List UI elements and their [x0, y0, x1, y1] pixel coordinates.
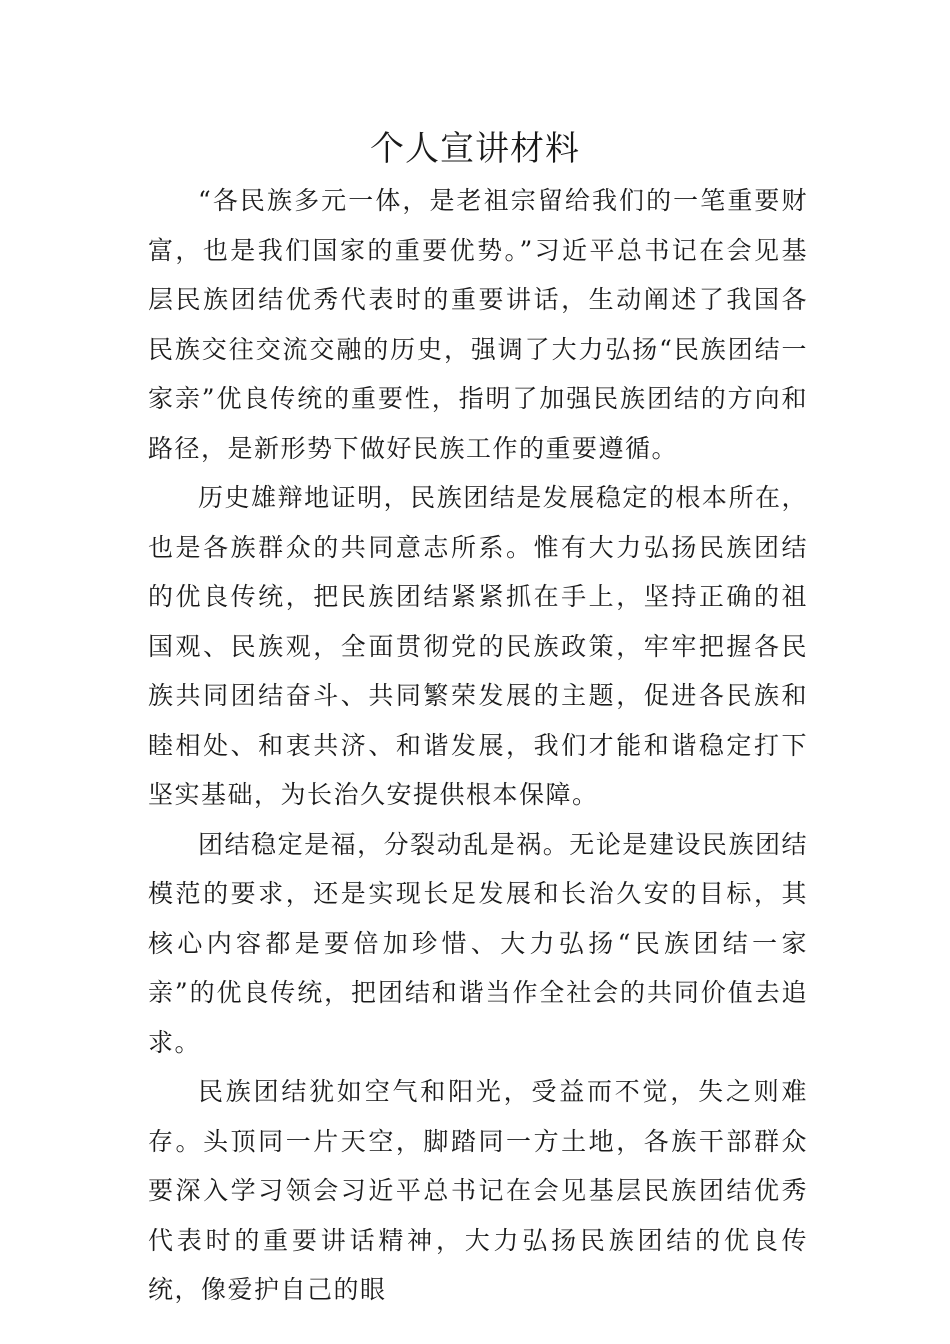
document-title: 个人宣讲材料: [370, 129, 580, 169]
paragraph-1: “各民族多元一体，是老祖宗留给我们的一笔重要财富，也是我们国家的重要优势。”习近平总书记在会见基层民族团结优秀代表时的重要讲话，生动阐述了我国各民族交往交流交融的历史，强调了大力弘扬“民族团结一家亲”优良传统的重要性，指明了加强民族团结的方向和路径，是新形势下做好民族工作的重要遵循。: [148, 186, 808, 463]
document-body: [148, 176, 808, 1315]
paragraph-3: 团结稳定是福，分裂动乱是祸。无论是建设民族团结模范的要求，还是实现长足发展和长治久安的目标，其核心内容都是要倍加珍惜、大力弘扬“民族团结一家亲”的优良传统，把团结和谐当作全社会的共同价值去追求。: [148, 829, 808, 1057]
paragraph-2: 历史雄辩地证明，民族团结是发展稳定的根本所在，也是各族群众的共同意志所系。惟有大力弘扬民族团结的优良传统，把民族团结紧紧抓在手上，坚持正确的祖国观、民族观，全面贯彻党的民族政策，牢牢把握各民族共同团结奋斗、共同繁荣发展的主题，促进各民族和睦相处、和衷共济、和谐发展，我们才能和谐稳定打下坚实基础，为长治久安提供根本保障。: [148, 483, 808, 809]
paragraph-4: 民族团结犹如空气和阳光，受益而不觉，失之则难存。头顶同一片天空，脚踏同一方土地，各族干部群众要深入学习领会习近平总书记在会见基层民族团结优秀代表时的重要讲话精神，大力弘扬民族团结的优良传统，像爱护自己的眼: [148, 1077, 808, 1304]
